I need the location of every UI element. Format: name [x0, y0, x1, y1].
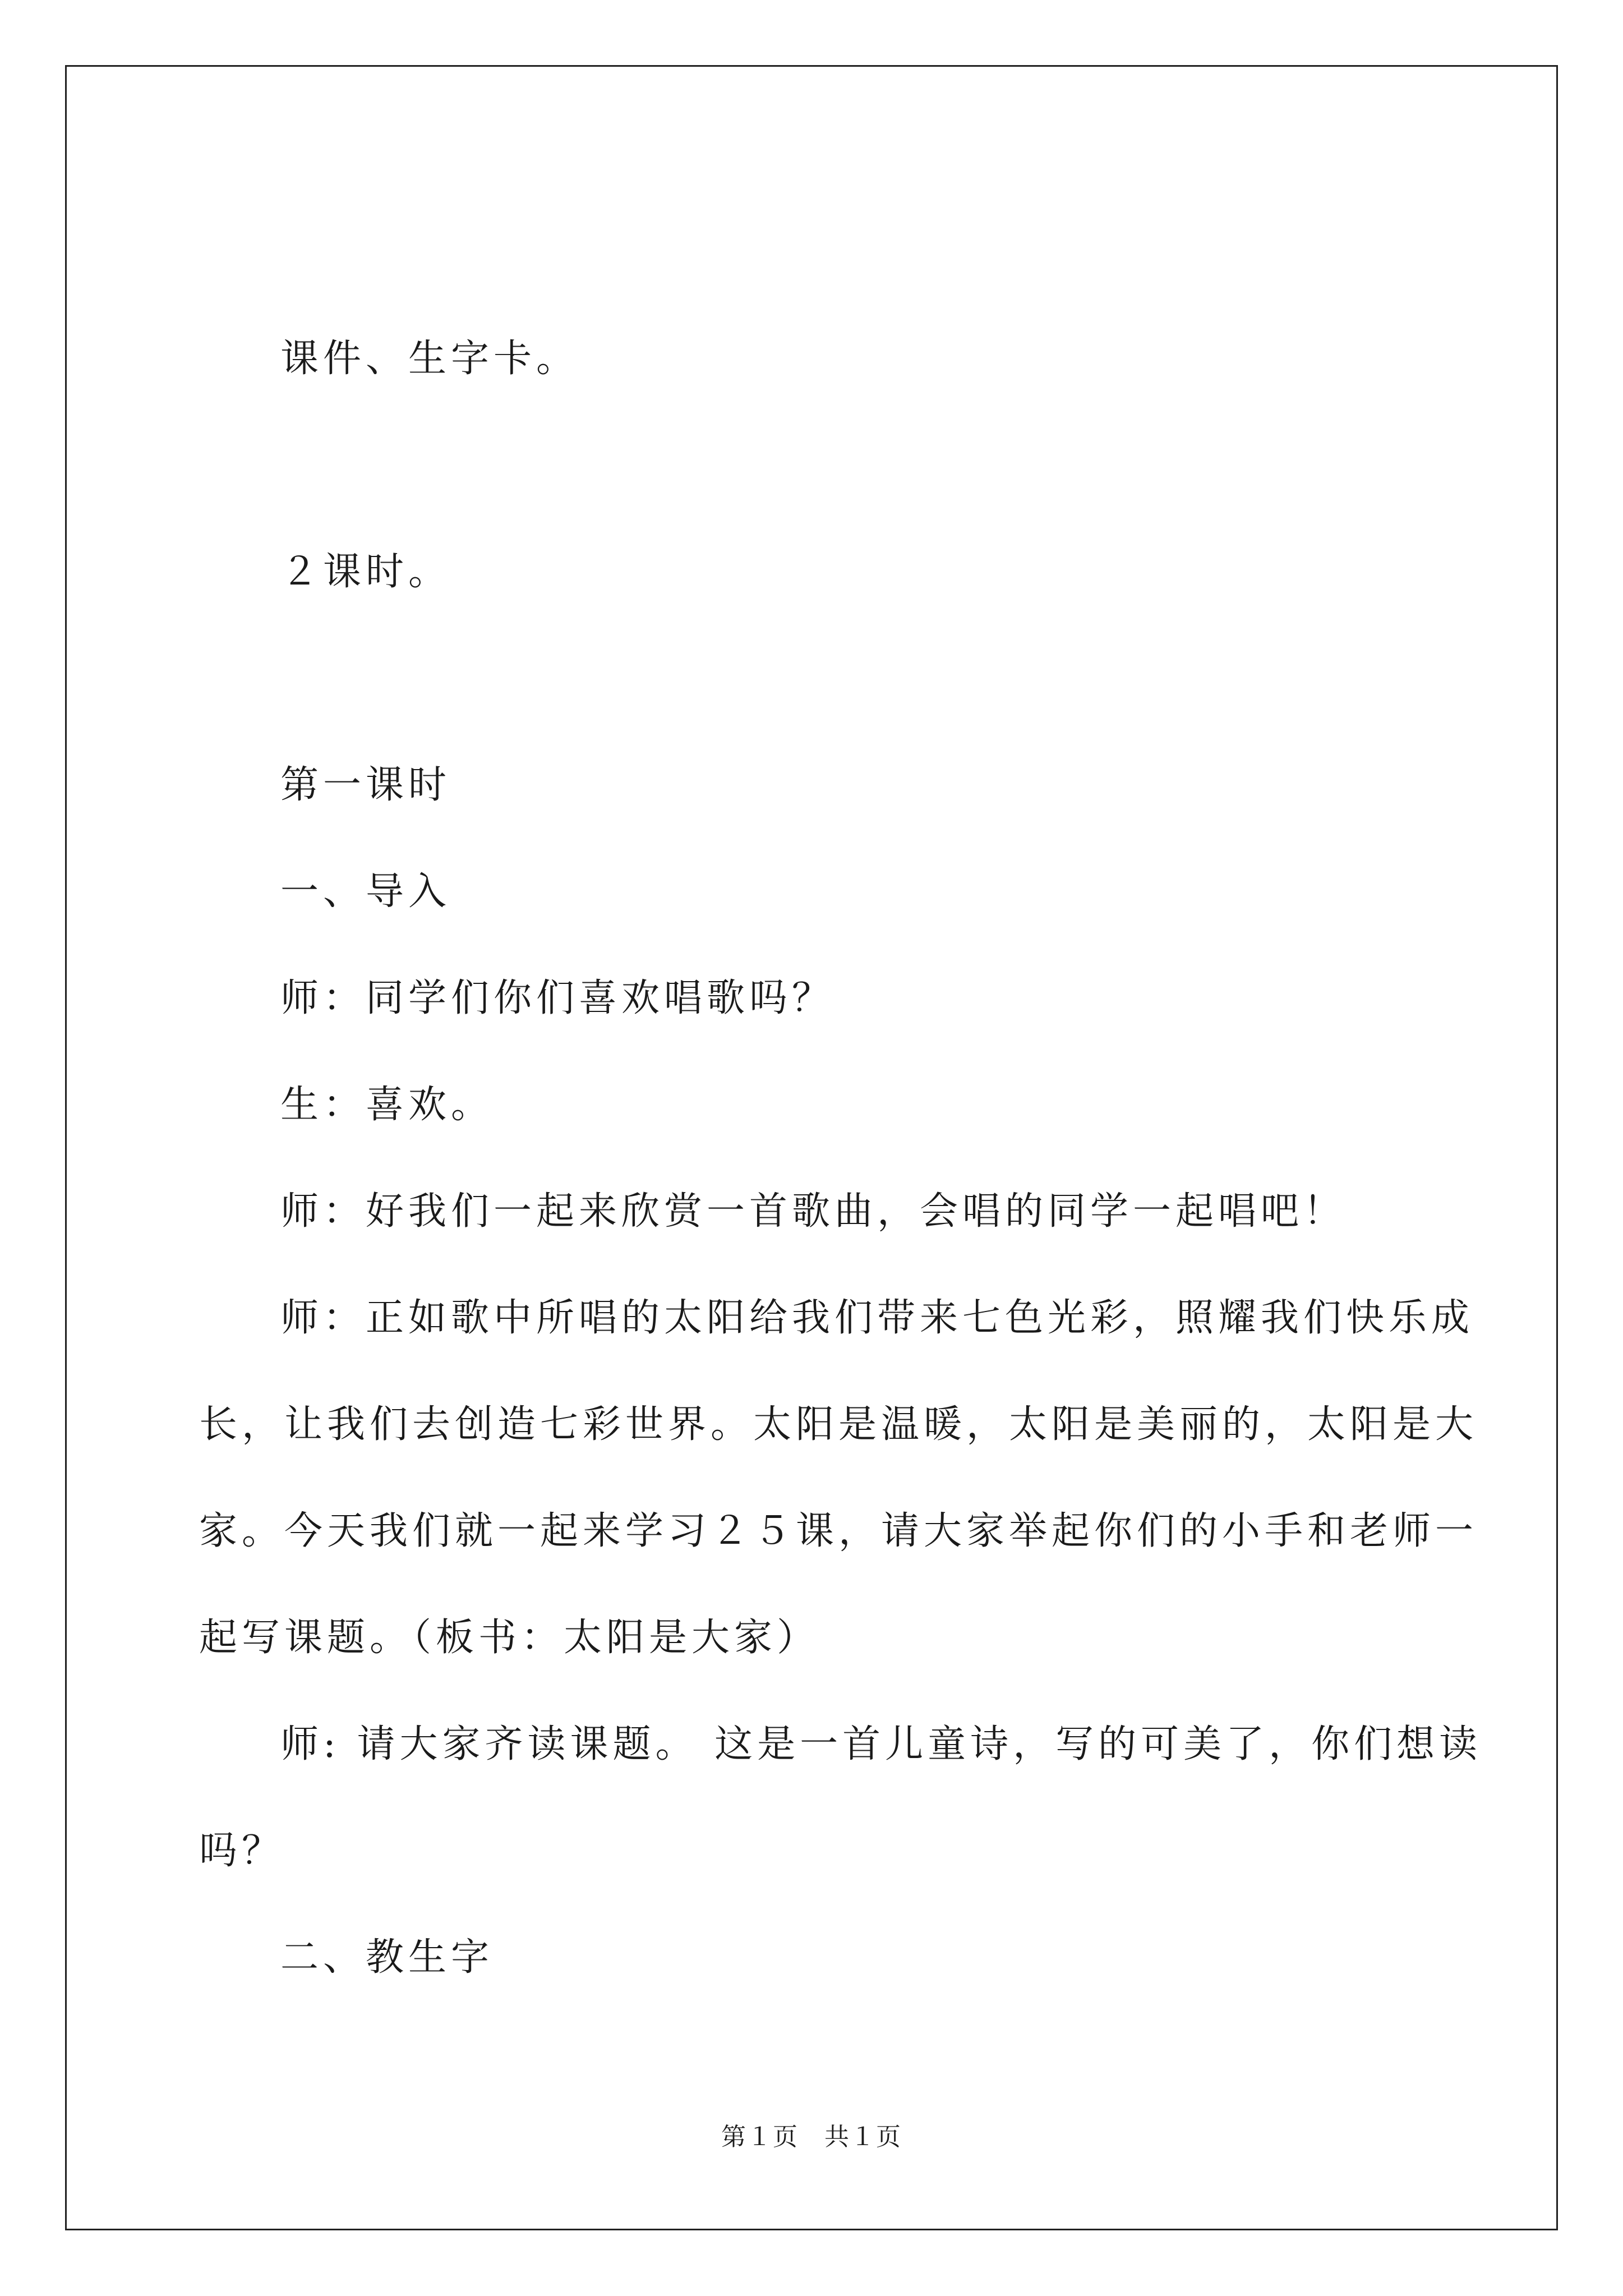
lesson-heading: 第一课时	[280, 763, 451, 807]
page-number-footer: 第１页 共１页	[721, 2123, 902, 2151]
dialogue-line: 师：好我们一起来欣赏一首歌曲，会唱的同学一起唱吧！	[280, 1189, 1347, 1234]
section-heading-intro: 一、导入	[280, 869, 451, 914]
paragraph-line: 师：正如歌中所唱的太阳给我们带来七色光彩，照耀我们快乐成	[280, 1296, 1474, 1340]
materials-line: 课件、生字卡。	[280, 337, 579, 381]
dialogue-line: 师：同学们你们喜欢唱歌吗？	[280, 976, 835, 1020]
duration-line: ２课时。	[280, 550, 451, 594]
paragraph-line: 师: 请大家齐读课题。 这是一首儿童诗，写的可美了，你们想读	[280, 1722, 1482, 1766]
paragraph-line: 家。今天我们就一起来学习２５课，请大家举起你们的小手和老师一	[199, 1509, 1478, 1553]
section-heading-characters: 二、教生字	[280, 1935, 494, 1980]
page-border	[65, 65, 1558, 2230]
dialogue-line: 生：喜欢。	[280, 1083, 494, 1127]
paragraph-line: 长，让我们去创造七彩世界。太阳是温暖，太阳是美丽的，太阳是大	[199, 1402, 1478, 1447]
paragraph-line: 吗？	[199, 1829, 285, 1873]
paragraph-line: 起写课题。（板书：太阳是大家）	[199, 1616, 820, 1660]
